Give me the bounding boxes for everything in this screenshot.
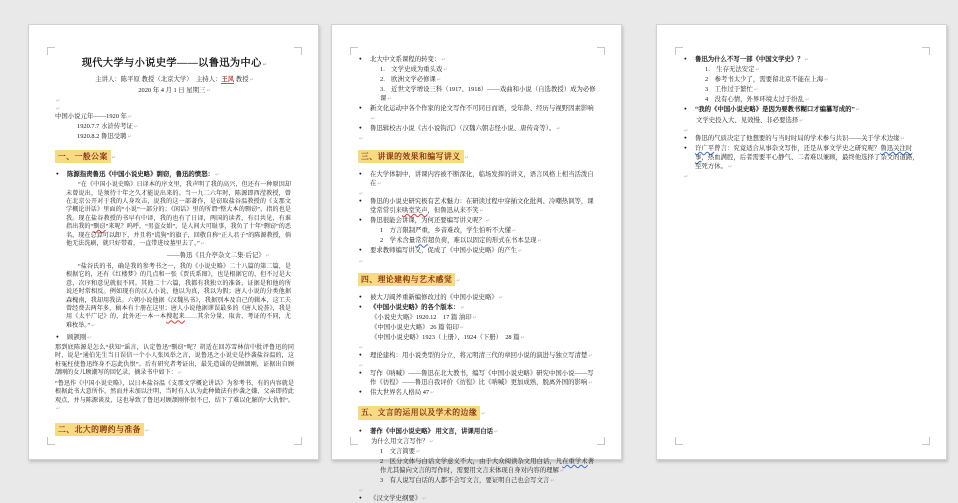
highlighted-heading-text (358, 273, 455, 286)
text-run: 文学史投入大、见效慢、非必要选择 (696, 116, 799, 124)
paragraph (55, 380, 294, 414)
numbered-item (358, 447, 597, 456)
text-run: 2020 年 4 月 1 日 星期三 (138, 86, 206, 94)
text-run: 1920.7.7 水浒传考证 (77, 122, 133, 130)
sub-line (358, 323, 597, 332)
text-run: 四、理论建构与艺术感觉 (361, 274, 453, 284)
margin-crop-mark (350, 437, 358, 445)
document-page-2[interactable] (331, 24, 622, 503)
text-run: 《汉文学史纲要》 (370, 495, 422, 503)
text-run: 2 参考书太少了，需要留北京不能在上海 (705, 76, 824, 84)
numbered-item (683, 85, 922, 94)
document-page-1[interactable] (28, 24, 319, 460)
text-run: 一、一般公案 (58, 151, 108, 161)
bullet-item (358, 293, 597, 302)
numbered-item (358, 65, 597, 74)
text-run: 《中国小说史大略》 26 篇 铅印 (371, 323, 459, 331)
page-3-content (683, 55, 922, 439)
numbered-item (358, 236, 597, 245)
bullet-item (683, 134, 922, 143)
text-run: 主讲人：陈平原 教授（北京大学） 主持人： (95, 76, 222, 84)
text-run: 新文化运动中各个作家的论文写作不可同日而语，受年龄、经历与视野因素影响 (370, 105, 594, 113)
indented-line (55, 132, 294, 141)
block-quote (55, 263, 294, 331)
text-run: 鲁迅很能会讲课，为何还要编写讲义呢？ (370, 217, 486, 225)
document-title (55, 57, 294, 71)
bullet-item (683, 105, 922, 114)
empty-paragraph (683, 126, 922, 133)
text-run: 五、文言的运用以及学术的边缘 (361, 408, 478, 418)
text-run: 在大学体制中，讲课内容被不断深化，临场发挥的讲义，语言风格上相当活泼自在 (370, 170, 594, 187)
text-run: 被大刀阔斧重新编修改过的《中国小说史略》 (370, 293, 498, 301)
text-run: “盐谷氏的书，确是我的参考书之一，我的《小说史略》二十八篇的第二篇，是根据它的，还有《红楼梦》的几点和一张《贾氏系图》，也是根据它的，但不过是大意，次序和意见就很不同。其他二十六篇，我都有我独立的准备，证据是和他的所说还时常相反。例如现有的汉人小说，他以为真，我以为假；唐人小说的分类他据森槐南，我却用我法。六朝小说他据《汉魏丛书》，我据别本及自己的辑本，这工夫曾经费去两年多，稿本有十册在这里；唐人小说他据谬误最多的《唐人说荟》，我是用《太平广记》的，此外还一本一本 (66, 263, 291, 321)
text-run: 3 工作过于繁忙 (705, 86, 753, 94)
text-run: “鲁迅作《中国小说史略》，以日本盐谷温《支那文学概论讲话》为参考书，有的内容就是根据此书大意所作，然而并未加以注明，当时有人认为此种做法有抄袭之嫌，父亲即持此观点，并与陈源谈及，这也导致了鲁迅对顾颉刚怀恨不已，结下了难以化解的“大仇恨”。 (55, 380, 294, 404)
empty-paragraph (358, 361, 597, 368)
text-run: 顾颉刚 (67, 333, 87, 341)
numbered-item (683, 65, 922, 74)
empty-paragraph (55, 96, 294, 103)
section-heading (55, 423, 294, 436)
numbered-item (683, 75, 922, 84)
text-run: 1. 生存无法安定 (705, 66, 755, 74)
sub-line (683, 116, 922, 125)
bullet-item (683, 144, 922, 171)
text-run: 著作《中国小说史略》 用文言，讲课用白话 (370, 427, 494, 435)
empty-paragraph (358, 486, 597, 493)
highlighted-heading-text (55, 150, 111, 163)
text-run: 1 文言简要 (380, 447, 416, 455)
text-run: 3 有人说写白话的人都不会写文言，要证明自己也会写文言 (380, 477, 550, 484)
text-run: 著作尤其偏向文言的写作时，需要用文言来体现自身对内容的理解 (380, 457, 595, 474)
text-run: ”来呢？呜呼，“男盗女娼”，是人间大可耻事，我负了十年“剽窃”的恶名，现在总算可以卸下，并且将“谎狗”的旗子，回敬自称“正人君子”的陈源教授，倘他无法洗刷，就只好带着，一直带进坟墓里去了。” (66, 224, 291, 247)
margin-crop-mark (294, 47, 302, 55)
empty-paragraph (358, 257, 597, 264)
text-run: 1920.8.2 鲁迅受聘 (77, 132, 127, 140)
bullet-item (358, 351, 597, 360)
text-run: 1 方言限制严重，乡音难改，学生怕听不大懂 (380, 227, 512, 235)
empty-paragraph (358, 343, 597, 350)
bullet-item (683, 55, 922, 64)
text-run: “我的《中国小说史略》是因为要教书糊口才编纂写成的” (695, 106, 855, 114)
text-run: 鲁迅为什么不写一部《中国文学史》？ (695, 56, 804, 63)
text-run: ，但鲁迅从来不笑 (427, 207, 479, 215)
document-page-3[interactable] (656, 24, 947, 460)
text-run: 2. 欧洲文学必修课 (380, 76, 436, 84)
bullet-item (358, 216, 597, 225)
highlighted-heading-text (358, 406, 480, 419)
margin-crop-mark (47, 437, 55, 445)
section-heading (358, 406, 597, 419)
margin-crop-mark (350, 47, 358, 55)
text-run: 那到底陈源是怎么“获知”谣言，认定鲁迅“剽窃”呢？胡适在回苏雪林信中批评鲁迅的同时，说是“通伯先生当日误信一个小人张凤举之言，说鲁迅之小说史是抄袭盐谷温的，这桩冤枉使鲁迅终身不忘此仇恨”。后有研究者考证出，最先造谣的是顾颉刚，证据出自顾颉刚的女儿顾潮写的回忆录，摘录书中如下： (55, 344, 294, 376)
text-run: 王风 (221, 76, 235, 84)
bullet-item (358, 303, 597, 312)
numbered-item (358, 75, 597, 84)
bullet-item (358, 104, 597, 122)
margin-crop-mark (294, 437, 302, 445)
section-heading (55, 150, 294, 163)
margin-crop-mark (597, 437, 605, 445)
text-run: 搜起来 (166, 314, 185, 321)
text-run: 4 没有心情，外界环境太过于纷乱 (705, 96, 805, 104)
text-run: 三、讲课的效果和编写讲义 (361, 151, 461, 161)
numbered-item (358, 457, 597, 475)
numbered-item (358, 226, 597, 235)
highlighted-heading-text (358, 150, 464, 163)
sub-line (358, 333, 597, 342)
text-run: ……其余分量、取舍、考证的不同，尤难枚举。” (66, 314, 292, 329)
text-run: 在重学术 (562, 457, 588, 465)
text-run: 陈源指责鲁迅《中国小说史略》剽窃，鲁迅的愤怒： (67, 171, 214, 179)
bullet-item (55, 333, 294, 342)
bullet-item (358, 55, 597, 64)
empty-paragraph (55, 104, 294, 111)
text-run: 为什么用文言写作？ (371, 437, 429, 445)
text-run: 《中国小说史略》1923（上册）、1924（下册） 28 篇 (371, 334, 520, 341)
bullet-item (55, 170, 294, 179)
text-run: 3. 近世文学增设三科（1917、1918）——戏曲和小说（自选教授）成为必修课 (380, 86, 596, 103)
text-run: 鲁迅关注时事 (695, 144, 913, 161)
section-heading (358, 273, 597, 286)
text-run: 鲁迅辑校古小说《古小说钩沉》（汉魏六朝志怪小说、唐传奇等）。 (370, 124, 556, 132)
text-run: 1. 文学史成为重头戏 (380, 66, 443, 74)
text-run: 剽窃 (93, 224, 106, 231)
text-run: 理论建构：用小说类型的分立，将元明清三代的章回小说的演进与独立写清楚 (370, 352, 588, 360)
text-run: 鲁迅的小说史研究极有艺术魅力：在研读过程中穿插文化批判、冷嘲热讽等，课堂常常引来 (370, 198, 594, 215)
text-run: “在《中国小说史略》日译本的序文里，我声明了我的高兴，但还有一种原因却未曾说出，是须待十年之久才能说出来的。当一九二六年时，陈源即西滢教授，曾在北京公开对于我的人身攻击，说我的这一部著作，是窃取盐谷温教授的《支那文学概论讲话》里面的“小说”一部分的；《闲话》里的所谓“整大本的剽窃”，指的也是我。现在盐谷教授的书早有中译，我的也有了日译，两国的读者，有目共见，有谁指出我的“ (66, 182, 291, 231)
text-run: 教授 (234, 76, 249, 84)
subtitle-line (55, 75, 294, 84)
text-run: 中国小说元年——1920 年 (55, 112, 127, 120)
text-run: 北大中文系课程的转变： (370, 56, 441, 63)
text-run: 鲁迅的气质决定了他想要的与当时时局的学术参与共识——关于学术边缘 (695, 134, 900, 142)
text-run: 曾言：究竟适合从事杂文写作，还是从事文学史之研究呢？ (714, 144, 881, 152)
bullet-item (358, 197, 597, 215)
text-run: 二、北大的聘约与准备 (58, 424, 141, 434)
sub-line (358, 437, 597, 446)
margin-crop-mark (597, 47, 605, 55)
text-run: 2 学术含量 (380, 237, 416, 245)
paragraph (55, 344, 294, 378)
text-run: 常常 (415, 237, 428, 245)
empty-paragraph (358, 134, 597, 141)
text-run: 《小说史大略》1920.12 17 篇 油印 (371, 313, 472, 321)
margin-crop-mark (675, 437, 683, 445)
text-run: 超负荷，难以以固定的形式在书本呈现 (427, 237, 537, 245)
empty-paragraph (358, 189, 597, 196)
text-run: ，热血满腔，后者需要平心静气、二者难以兼顾，最终他选择了杂文的道路，至死方休。 (695, 153, 919, 170)
text-run: 许广平 (695, 144, 715, 152)
bullet-item (358, 170, 597, 188)
bullet-item (358, 246, 597, 255)
text-run: 哄堂笑声 (401, 207, 428, 215)
margin-crop-mark (47, 47, 55, 55)
highlighted-heading-text (55, 423, 144, 436)
bullet-item (358, 427, 597, 436)
bullet-item (358, 388, 597, 397)
numbered-item (358, 476, 597, 485)
numbered-item (683, 95, 922, 104)
indented-line (55, 122, 294, 131)
text-run: ——鲁迅《且介亭杂文二集·后记》 (166, 251, 265, 259)
margin-crop-mark (922, 47, 930, 55)
bullet-item (358, 494, 597, 503)
block-quote (55, 181, 294, 249)
bullet-item (358, 369, 597, 387)
subtitle-line (55, 86, 294, 95)
bullet-item (358, 124, 597, 133)
sub-line (358, 313, 597, 322)
text-run: 写作《呐喊》——鲁迅在北大教书，编写《中国小说史略》研究中国小说——写作《彷徨》——鲁迅自我评价《彷徨》比《呐喊》更加成熟，脱离外国的影响 (370, 370, 594, 387)
page-1-content (55, 55, 294, 439)
text-run: 现代大学与小说史学——以鲁迅为中心 (81, 58, 262, 69)
text-run: 要求教师编写讲义，促成了《中国小说史略》的产生 (370, 247, 517, 255)
page-2-content (358, 55, 597, 503)
numbered-item (358, 85, 597, 103)
margin-crop-mark (922, 437, 930, 445)
empty-paragraph (683, 172, 922, 179)
quote-attribution (55, 251, 294, 260)
margin-crop-mark (675, 47, 683, 55)
text-line (55, 112, 294, 121)
text-run: 《中国小说史略》的各个版本： (370, 303, 460, 311)
text-run: 伟大世界名人格局 47 (370, 389, 430, 397)
text-run: 2 区分文体与白话文学意义不大，由于大众阅读杂文用白话，凡 (380, 457, 563, 465)
section-heading (358, 150, 597, 163)
